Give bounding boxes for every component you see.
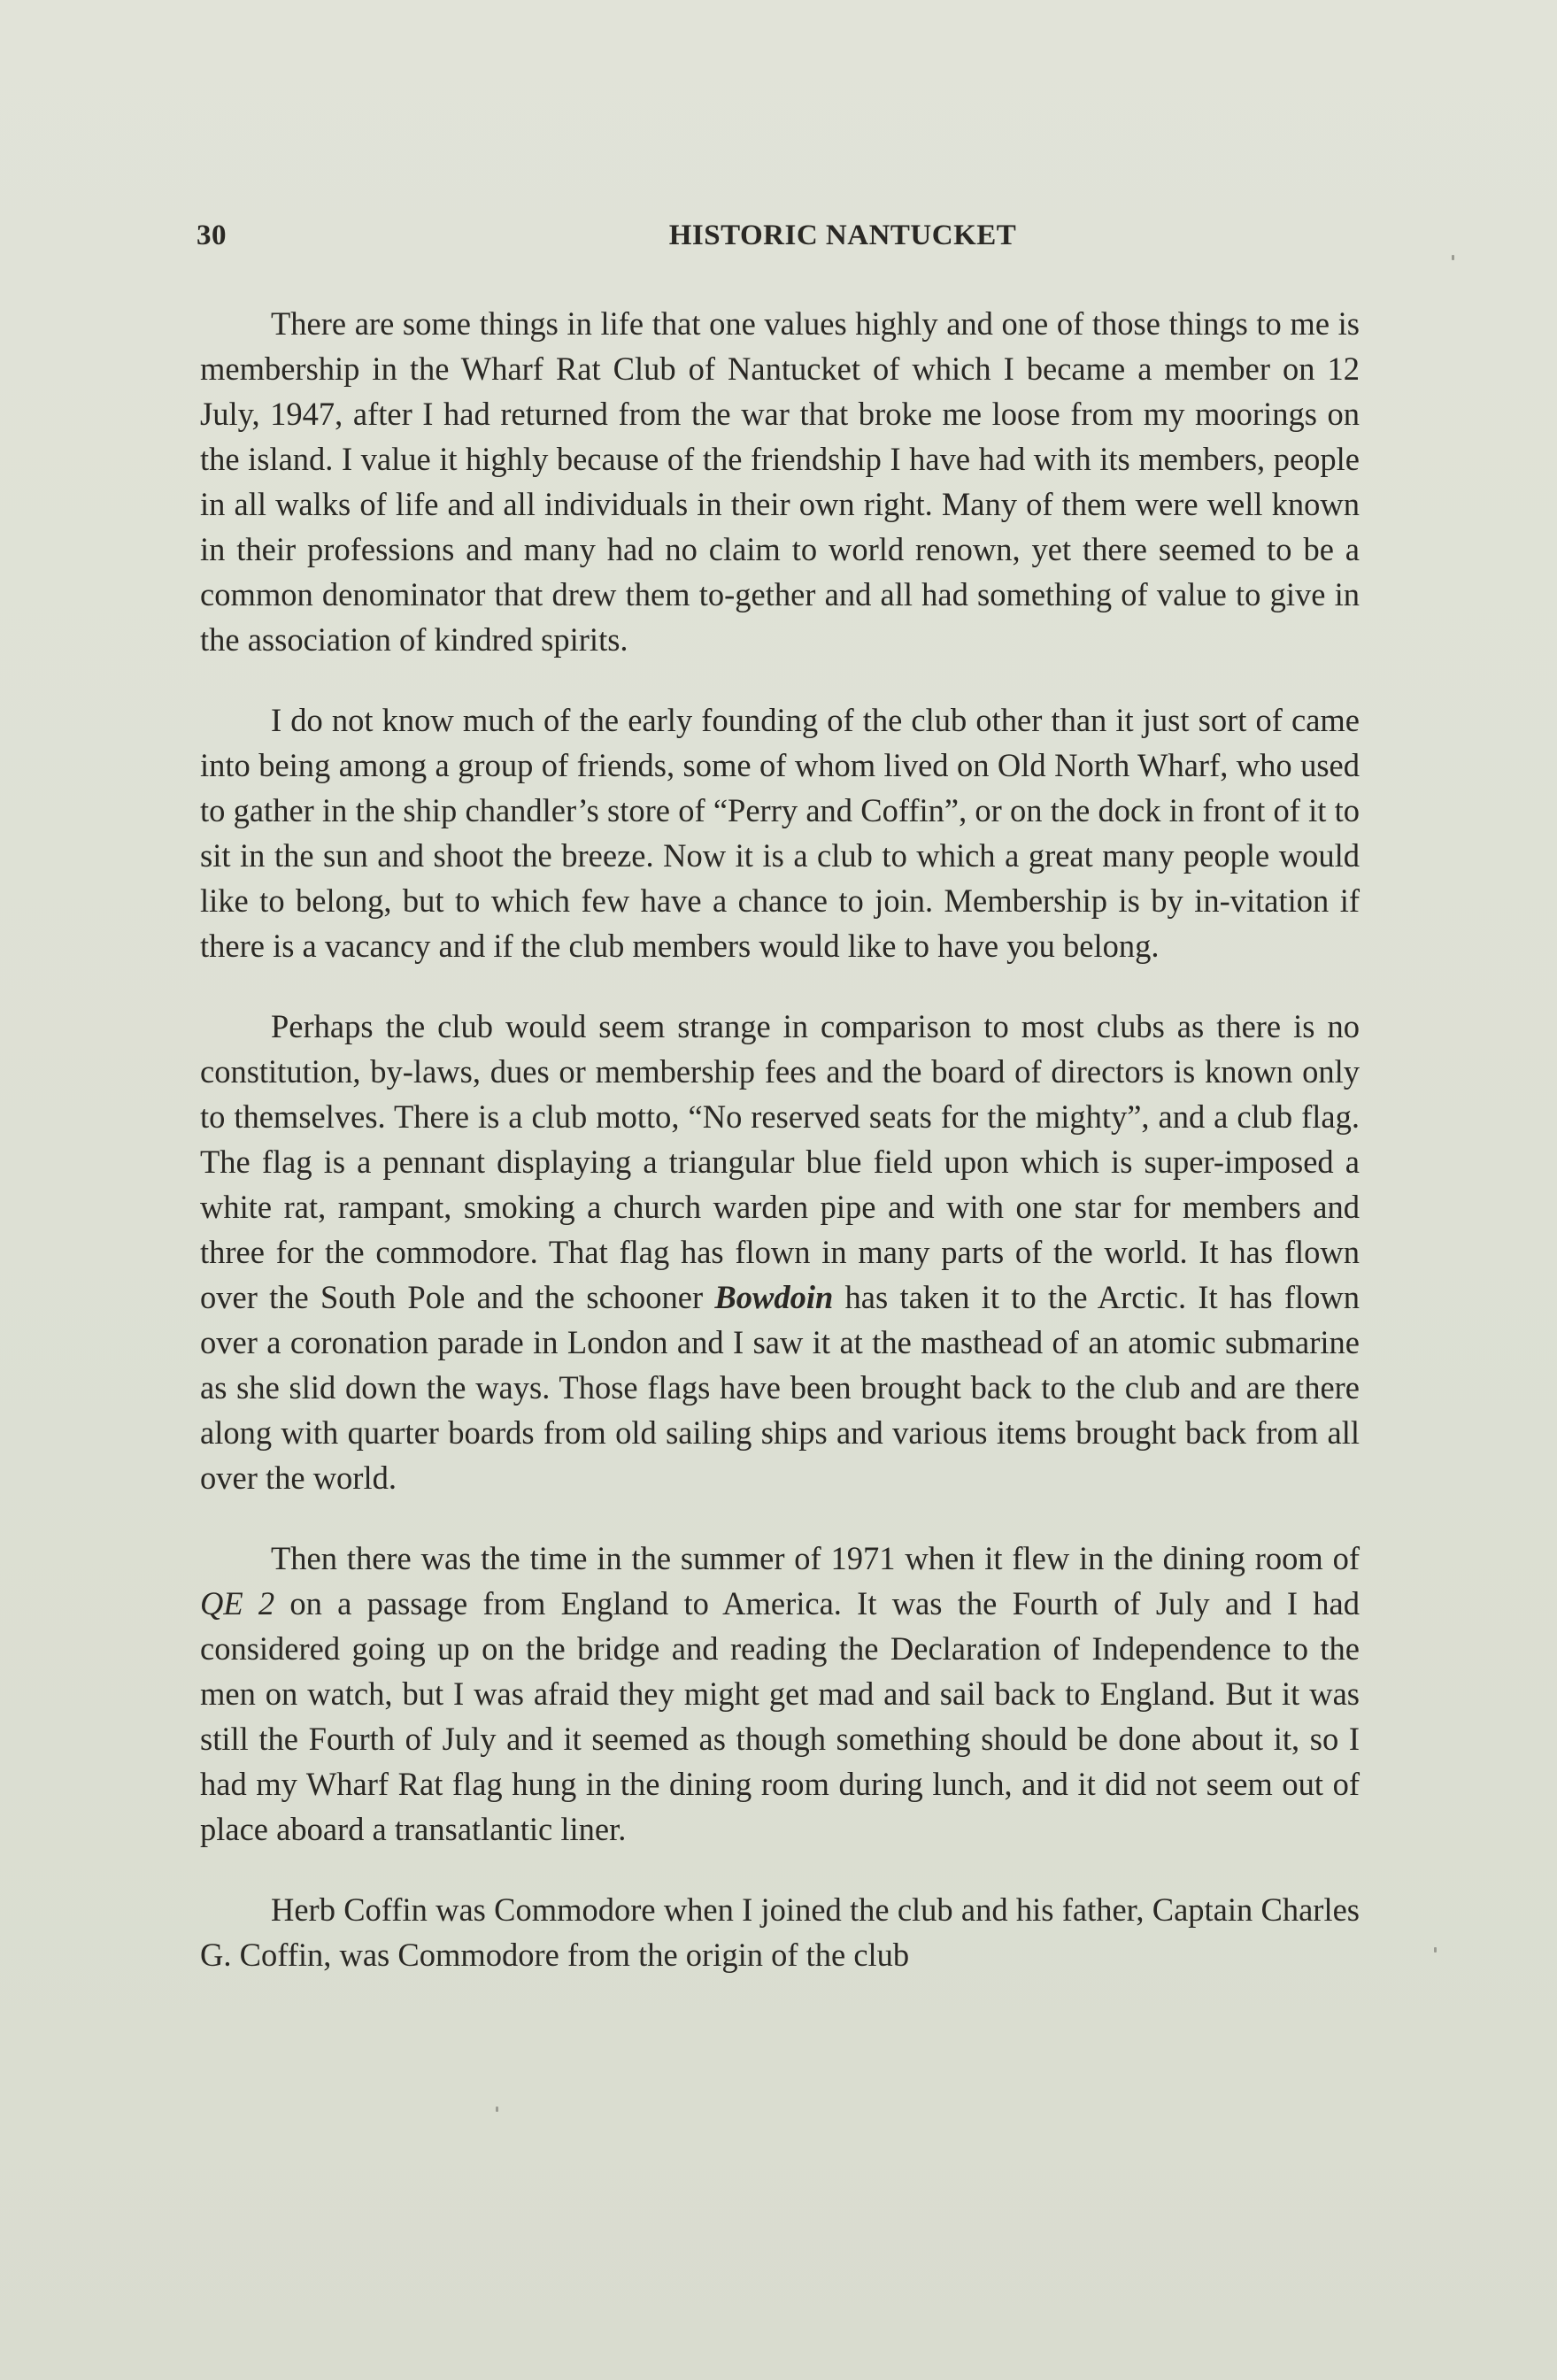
paper-speck [1452, 255, 1454, 260]
paragraph-4-part-1: Then there was the time in the summer of 1971 when it flew in the dining room of [271, 1540, 1360, 1576]
paragraph-3-italic-bowdoin: Bowdoin [714, 1279, 834, 1315]
paragraph-3-part-1: Perhaps the club would seem strange in comparison to most clubs as there is no constitution, by-laws, dues or membership fees and the board of directors is known only to themselves. There is a club motto, “No reserved seats for the mighty”, and a club flag. The flag is a pennant displaying a triangular blue field upon which is super-imposed a white rat, rampant, smoking a church warden pipe and with one star for members and three for the commodore. That flag has flown in many parts of the world. It has flown over the South Pole and the schooner [200, 1008, 1360, 1315]
paragraph-4-italic-qe2: QE 2 [200, 1585, 275, 1621]
paragraph-2: I do not know much of the early founding of the club other than it just sort of came into being among a group of friends, some of whom lived on Old North Wharf, who used to gather in the ship chandler’s store of “Perry and Coffin”, or on the dock in front of it to sit in the sun and shoot the breeze. Now it is a club to which a great many people would like to belong, but to which few have a chance to join. Membership is by in-vitation if there is a vacancy and if the club members would like to have you belong. [200, 702, 1360, 964]
page-number: 30 [197, 220, 227, 251]
paragraph-1: There are some things in life that one values highly and one of those things to me is membership in the Wharf Rat Club of Nantucket of which I became a member on 12 July, 1947, after I had returned from the war that broke me loose from my moorings on the island. I value it highly because of the friendship I have had with its members, people in all walks of life and all individuals in their own right. Many of them were well known in their professions and many had no claim to world renown, yet there seemed to be a common denominator that drew them to-gether and all had something of value to give in the association of kindred spirits. [200, 305, 1360, 658]
paper-speck [496, 2107, 498, 2112]
body-text [200, 301, 1360, 1977]
paragraph-4-part-2: on a passage from England to America. It was the Fourth of July and I had considered going up on the bridge and reading the Declaration of Independence to the men on watch, but I was afraid they might get mad and sail back to England. But it was still the Fourth of July and it seemed as though something should be done about it, so I had my Wharf Rat flag hung in the dining room during lunch, and it did not seem out of place aboard a transatlantic liner. [200, 1585, 1360, 1847]
running-title: HISTORIC NANTUCKET [668, 220, 1017, 251]
paragraph-3-part-2: has taken it to the Arctic. It has flown over a coronation parade in London and I saw it at the masthead of an atomic submarine as she slid down the ways. Those flags have been brought back to the club and are there along with quarter boards from old sailing ships and various items brought back from all over the world. [200, 1279, 1360, 1496]
paragraph-3 [200, 1004, 1360, 1500]
paragraph-5: Herb Coffin was Commodore when I joined the club and his father, Captain Charles G. Coffin, was Commodore from the origin of the club [200, 1891, 1360, 1973]
page-header [197, 220, 1383, 262]
paper-speck [1434, 1947, 1437, 1953]
paragraph-4 [200, 1536, 1360, 1852]
